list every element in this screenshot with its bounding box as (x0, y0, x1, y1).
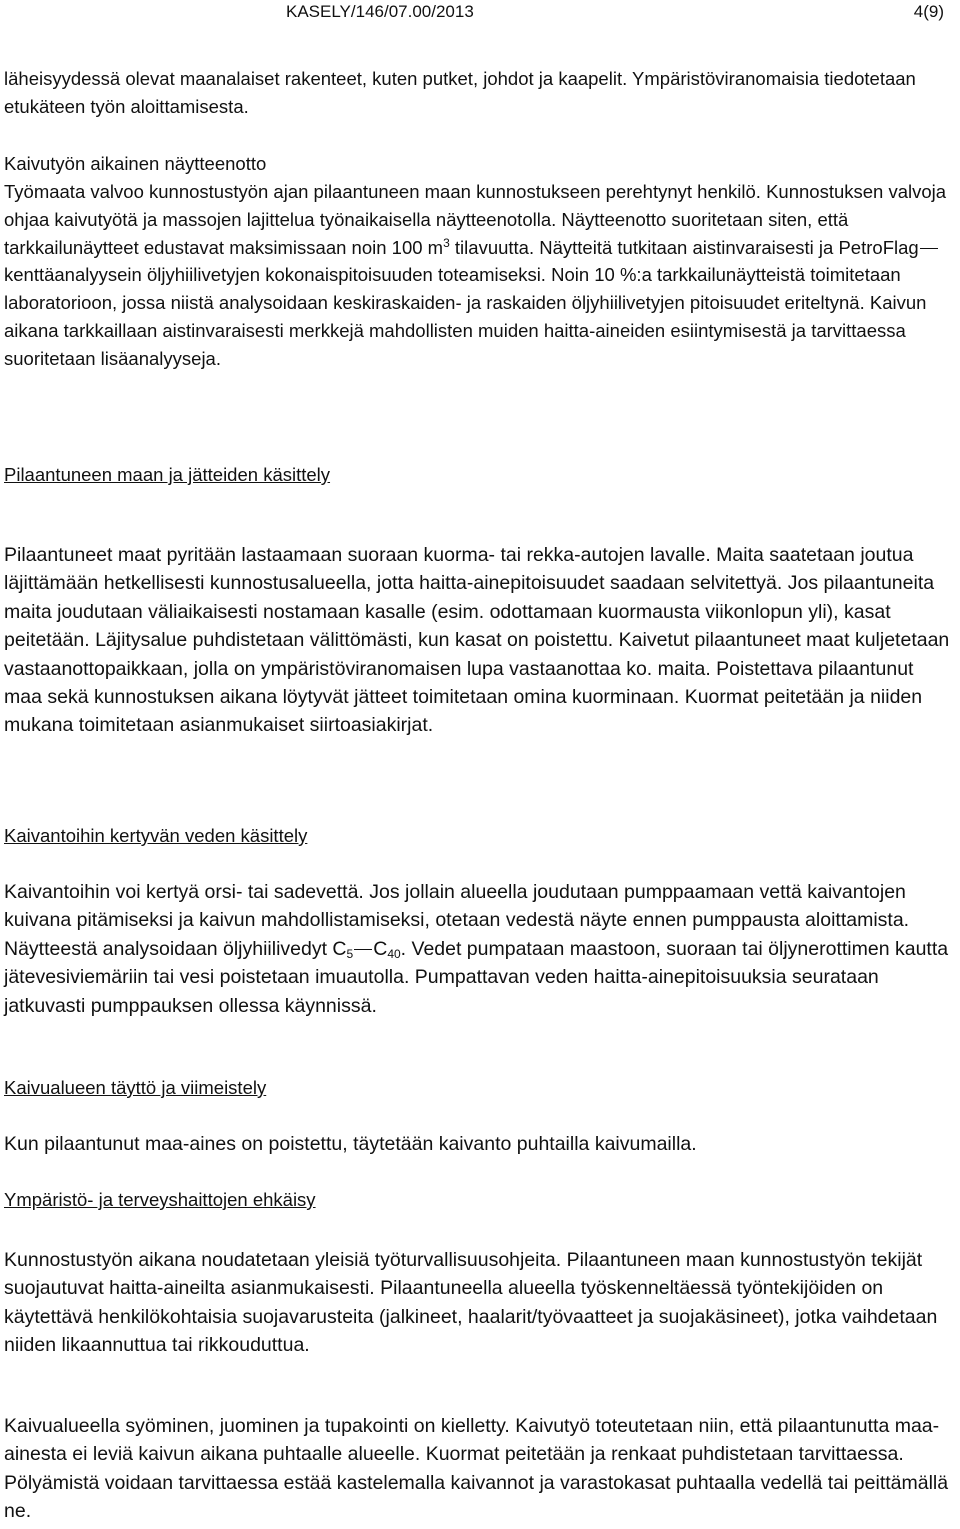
health-paragraph-1: Kunnostustyön aikana noudatetaan yleisiä työturvallisuusohjeita. Pilaantuneen maan kunnostustyön tekijät suojautuvat haitta-aineilta asianmukaisesti. Pilaantuneella alueella työskenneltäessä työntekijöiden on käytettävä henkilökohtaisia suojavarusteita (jalkineet, haalarit/työvaatteet ja suojakäsineet), jotka vaihdetaan niiden likaannuttua tai rikkouduttua. (4, 1249, 938, 1357)
water-text-a: Kaivantoihin voi kertyä orsi- tai sadevettä. Jos jollain alueella joudutaan pumppaamaan vettä kaivantojen kuivana pitämiseksi ja kaivun mahdollistamiseksi, otetaan vedestä näyte ennen pumppausta aloittamista. Näytteestä analysoidaan öljyhiilivedyt C (4, 881, 910, 960)
sampling-text-c: kenttäanalyysein öljyhiilivetyjen kokonaispitoisuuden toteamiseksi. Noin 10 %:a tarkkailunäytteistä toimitetaan laboratorioon, jossa niistä analysoidaan keskiraskaiden- ja raskaiden öljyhiilivetyjen pitoisuudet eriteltynä. Kaivun aikana tarkkaillaan aistinvaraisesti merkkejä mahdollisten muiden haitta-aineiden esiintymisestä ja tarvittaessa suoritetaan lisäanalyyseja. (4, 264, 927, 369)
carbon-subscript-40: 40 (387, 946, 401, 961)
water-handling-paragraph (4, 878, 950, 1020)
range-dash (354, 949, 372, 950)
intro-paragraph: läheisyydessä olevat maanalaiset rakenteet, kuten putket, johdot ja kaapelit. Ympäristöviranomaisia tiedotetaan etukäteen työn aloittamisesta. (4, 68, 916, 117)
water-handling-heading: Kaivantoihin kertyvän veden käsittely (4, 825, 308, 846)
page-header (0, 0, 960, 24)
health-paragraph-2: Kaivualueella syöminen, juominen ja tupakointi on kielletty. Kaivutyö toteutetaan niin, että pilaantunutta maa-ainesta ei leviä kaivun aikana puhtaalle alueelle. Kuormat peitetään ja renkaat puhdistetaan tarvittaessa. Pölyämistä voidaan tarvittaessa estää kastelemalla kaivannot ja varastokasat puhtaalla vedellä tai peittämällä ne. (4, 1415, 949, 1523)
em-dash (920, 248, 938, 249)
carbon-subscript-5: 5 (346, 946, 354, 961)
document-reference: KASELY/146/07.00/2013 (286, 2, 474, 21)
sampling-paragraph (4, 178, 950, 373)
sampling-text-b: tilavuutta. Näytteitä tutkitaan aistinvaraisesti ja PetroFlag (449, 236, 919, 258)
sampling-section-title: Kaivutyön aikainen näytteenotto (4, 153, 267, 174)
carbon-label: C (373, 937, 388, 960)
volume-unit-superscript: 3 (443, 235, 450, 250)
backfill-heading: Kaivualueen täyttö ja viimeistely (4, 1077, 267, 1098)
health-heading: Ympäristö- ja terveyshaittojen ehkäisy (4, 1189, 316, 1210)
page-number: 4(9) (913, 2, 944, 21)
contaminated-soil-heading: Pilaantuneen maan ja jätteiden käsittely (4, 464, 331, 485)
water-text-b: . Vedet pumpataan maastoon, suoraan tai öljynerottimen kautta jätevesiviemäriin tai vesi poistetaan imuautolla. Pumpattavan veden haitta-ainepitoisuuksia seurataan jatkuvasti pumppauksen ollessa käynnissä. (4, 937, 949, 1017)
contaminated-soil-paragraph: Pilaantuneet maat pyritään lastaamaan suoraan kuorma- tai rekka-autojen lavalle. Maita saatetaan joutua läjittämään hetkellisesti kunnostusalueella, jotta haitta-ainepitoisuudet saadaan selvitettyä. Jos pilaantuneita maita joudutaan väliaikaisesti nostamaan kasalle (esim. odottamaan kuormausta viikonlopun yli), kasat peitetään. Läjitysalue puhdistetaan välittömästi, kun kasat on poistettu. Kaivetut pilaantuneet maat kuljetetaan vastaanottopaikkaan, jolla on ympäristöviranomaisen lupa vastaanottaa ko. maita. Poistettava pilaantunut maa sekä kunnostuksen aikana löytyvät jätteet toimitetaan omina kuorminaan. Kuormat peitetään ja niiden mukana toimitetaan asianmukaiset siirtoasiakirjat. (4, 544, 950, 737)
sampling-text-a: Työmaata valvoo kunnostustyön ajan pilaantuneen maan kunnostukseen perehtynyt henkilö. Kunnostuksen valvoja ohjaa kaivutyötä ja massojen lajittelua työnaikaisella näytteenotolla. Näytteenotto suoritetaan siten, että tarkkailunäytteet edustavat maksimissaan noin 100 m (4, 181, 947, 258)
backfill-paragraph: Kun pilaantunut maa-aines on poistettu, täytetään kaivanto puhtailla kaivumailla. (4, 1133, 697, 1155)
